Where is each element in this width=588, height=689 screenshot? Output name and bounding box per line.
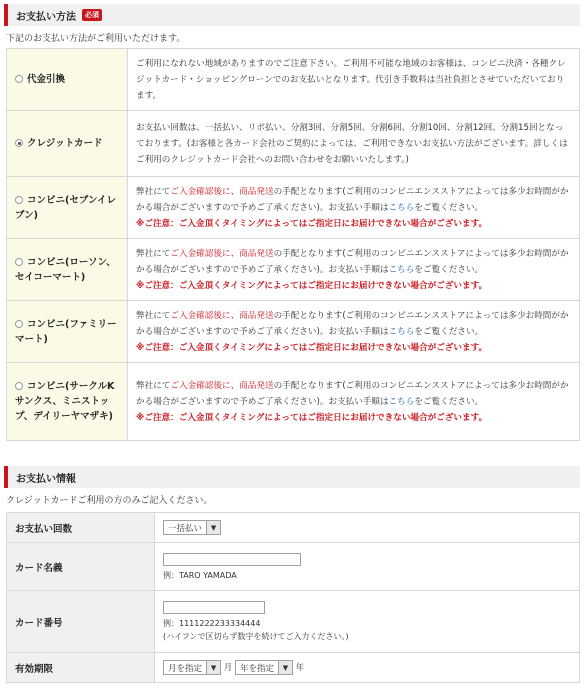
required-badge: 必須: [82, 9, 102, 21]
payment-option-familymart[interactable]: [7, 301, 128, 363]
radio-credit-card[interactable]: [15, 139, 23, 147]
desc-highlight: 商品発送: [239, 310, 274, 321]
expiry-month-select[interactable]: [163, 660, 221, 675]
warning-text: ※ご注意：ご入金頂くタイミングによってはご指定日にお届けできない場合がございます。: [136, 412, 488, 423]
expiry-year-select[interactable]: [235, 660, 293, 675]
expiry-cell: [155, 653, 580, 683]
card-number-label: カード番号: [7, 591, 155, 653]
payment-method-table: [6, 48, 580, 441]
year-value: 年を指定: [239, 663, 274, 674]
payment-option-lawson[interactable]: [7, 239, 128, 301]
card-number-hint: (ハイフンで区切らず数字を続けてご入力ください。): [163, 632, 349, 641]
payment-info-intro: クレジットカードご利用の方のみご記入ください。: [6, 496, 213, 506]
desc-text: をご覧ください。: [414, 264, 484, 275]
payment-option-circle-k[interactable]: [7, 363, 128, 441]
instructions-link[interactable]: こちら: [388, 326, 415, 337]
payment-option-seven-eleven[interactable]: [7, 177, 128, 239]
installments-row: [7, 513, 580, 543]
card-name-cell: [155, 543, 580, 591]
option-label: 代金引換: [27, 74, 66, 85]
card-name-row: [7, 543, 580, 591]
desc-text: 弊社にて: [136, 310, 171, 321]
payment-option-row: [7, 111, 580, 177]
payment-option-credit-card[interactable]: [7, 111, 128, 177]
option-description: [128, 363, 580, 441]
payment-option-row: [7, 177, 580, 239]
radio-lawson[interactable]: [15, 258, 23, 266]
expiry-label: 有効期限: [7, 653, 155, 683]
payment-option-row: [7, 363, 580, 441]
desc-text: 、: [230, 380, 240, 391]
desc-text: 、: [230, 186, 240, 197]
card-number-cell: [155, 591, 580, 653]
desc-text: をご覧ください。: [414, 326, 484, 337]
desc-text: 、: [230, 248, 240, 259]
warning-text: ※ご注意：ご入金頂くタイミングによってはご指定日にお届けできない場合がございます。: [136, 342, 488, 353]
radio-cod[interactable]: [15, 75, 23, 83]
desc-text: の手配となります(ご利用のコンビニエンスストアによっては多少お時間がかかる場合がございますので予めご了承ください)。お支払い手順は: [136, 248, 569, 275]
payment-option-row: [7, 239, 580, 301]
desc-highlight: 商品発送: [239, 248, 274, 259]
payment-method-title: お支払い方法: [16, 11, 76, 23]
desc-highlight: ご入金確認後に: [170, 248, 231, 259]
warning-text: ※ご注意：ご入金頂くタイミングによってはご指定日にお届けできない場合がございます。: [136, 218, 488, 229]
payment-info-table: [6, 512, 580, 683]
desc-text: 弊社にて: [136, 380, 171, 391]
month-value: 月を指定: [168, 663, 203, 674]
option-description: お支払い回数は、一括払い、リボ払い、分割3回、分割5回、分割6回、分割10回、分割12回、分割15回となっております。(お客様と各カード会社のご契約によっては、ご利用できないお支払い方法がございます。詳しくはご利用のクレジットカード会社へのお問い合わせをお願いいたします。): [128, 111, 580, 177]
instructions-link[interactable]: こちら: [388, 396, 415, 407]
installments-cell: [155, 513, 580, 543]
radio-circle-k[interactable]: [15, 382, 23, 390]
desc-highlight: 商品発送: [239, 186, 274, 197]
chevron-down-icon: ▼: [278, 661, 292, 674]
desc-highlight: ご入金確認後に: [170, 310, 231, 321]
desc-text: 、: [230, 310, 240, 321]
payment-option-cod[interactable]: [7, 49, 128, 111]
radio-familymart[interactable]: [15, 320, 23, 328]
desc-highlight: 商品発送: [239, 380, 274, 391]
option-label: コンビニ(セブンイレブン): [15, 194, 116, 221]
year-unit: 年: [295, 663, 305, 673]
option-label: コンビニ(ローソン、セイコーマート): [15, 256, 116, 283]
payment-info-header: [4, 466, 580, 488]
payment-method-header: [4, 4, 580, 26]
instructions-link[interactable]: こちら: [388, 202, 415, 213]
payment-info-title: お支払い情報: [16, 473, 76, 485]
card-name-label: カード名義: [7, 543, 155, 591]
month-unit: 月: [223, 663, 233, 673]
desc-highlight: ご入金確認後に: [170, 186, 231, 197]
desc-text: をご覧ください。: [414, 396, 484, 407]
desc-highlight: ご入金確認後に: [170, 380, 231, 391]
desc-text: 弊社にて: [136, 248, 171, 259]
chevron-down-icon: ▼: [206, 661, 220, 674]
payment-option-row: [7, 301, 580, 363]
option-label: コンビニ(サークルKサンクス、ミニストップ、デイリーヤマザキ): [15, 381, 115, 422]
payment-method-intro: 下記のお支払い方法がご利用いただけます。: [6, 34, 186, 44]
card-number-example: 例：1111222233334444: [163, 619, 261, 628]
option-description: [128, 177, 580, 239]
warning-text: ※ご注意：ご入金頂くタイミングによってはご指定日にお届けできない場合がございます。: [136, 280, 488, 291]
installments-select[interactable]: [163, 520, 221, 535]
chevron-down-icon: ▼: [206, 521, 220, 534]
option-description: ご利用になれない地域がありますのでご注意下さい。ご利用不可能な地域のお客様は、コンビニ決済・各種クレジットカード・ショッピングローンでのお支払いとなります。代引き手数料は当社負担とさせていただいております。: [128, 49, 580, 111]
option-label: クレジットカード: [27, 138, 103, 149]
option-description: [128, 301, 580, 363]
desc-text: 弊社にて: [136, 186, 171, 197]
installments-label: お支払い回数: [7, 513, 155, 543]
instructions-link[interactable]: こちら: [388, 264, 415, 275]
desc-text: の手配となります(ご利用のコンビニエンスストアによっては多少お時間がかかる場合がございますので予めご了承ください)。お支払い手順は: [136, 186, 569, 213]
expiry-row: [7, 653, 580, 683]
payment-option-row: [7, 49, 580, 111]
card-name-input[interactable]: [163, 553, 301, 566]
card-number-row: [7, 591, 580, 653]
desc-text: をご覧ください。: [414, 202, 484, 213]
card-name-example: 例：TARO YAMADA: [163, 570, 237, 580]
option-label: コンビニ(ファミリーマート): [15, 318, 117, 345]
option-description: [128, 239, 580, 301]
desc-text: の手配となります(ご利用のコンビニエンスストアによっては多少お時間がかかる場合がございますので予めご了承ください)。お支払い手順は: [136, 310, 569, 337]
installments-value: 一括払い: [168, 523, 203, 534]
radio-seven-eleven[interactable]: [15, 196, 23, 204]
desc-text: の手配となります(ご利用のコンビニエンスストアによっては多少お時間がかかる場合がございますので予めご了承ください)。お支払い手順は: [136, 380, 569, 407]
card-number-input[interactable]: [163, 601, 265, 614]
